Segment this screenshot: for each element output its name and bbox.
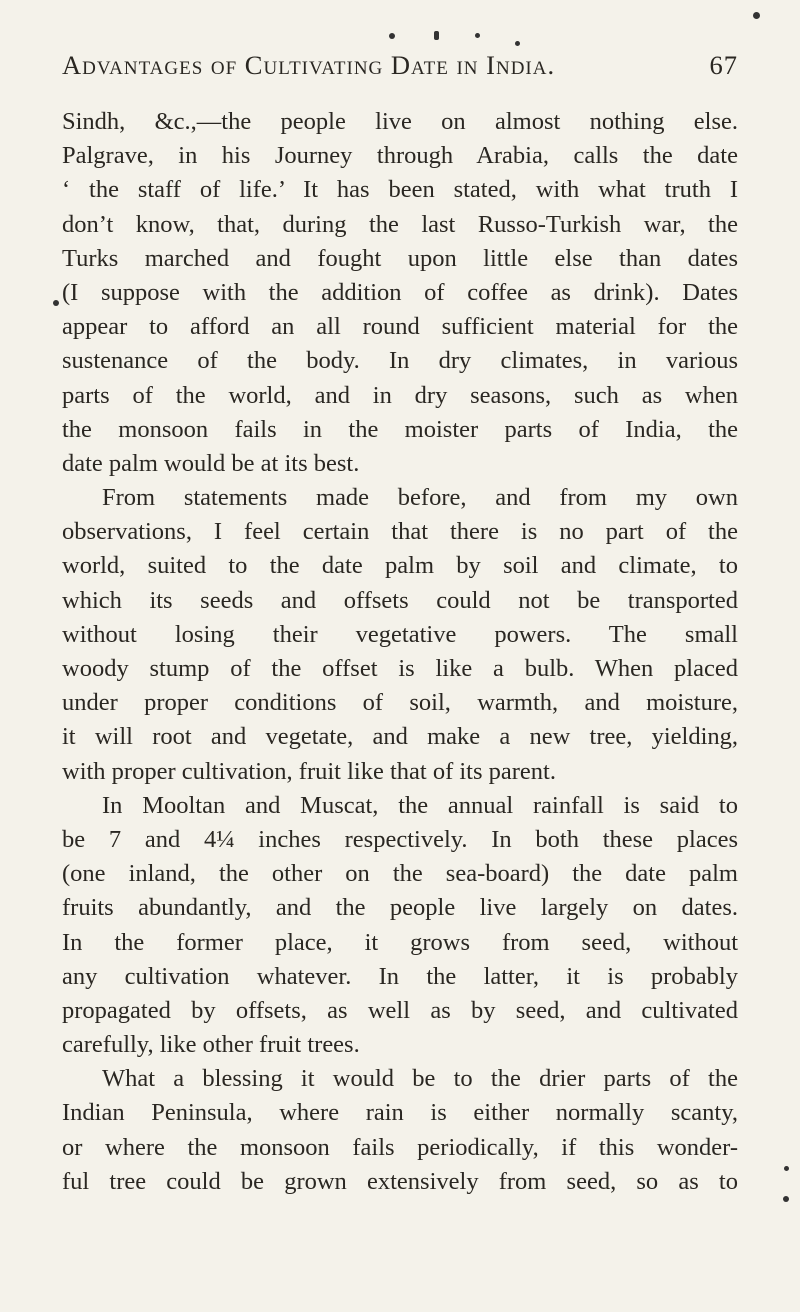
ink-speck — [784, 1166, 789, 1171]
text-line: the monsoon fails in the moister parts of India, the — [62, 415, 738, 443]
text-line: What a blessing it would be to the drier parts of the — [102, 1065, 738, 1093]
text-line: (I suppose with the addition of coffee as drink). Dates — [62, 278, 738, 306]
text-line: woody stump of the offset is like a bulb. When placed — [62, 655, 738, 682]
text-line: carefully, like other fruit trees. — [62, 1031, 360, 1059]
running-title: Advantages of Cultivating Date in India. — [62, 50, 556, 80]
text-line: under proper conditions of soil, warmth, and moisture, — [62, 689, 738, 717]
text-line: be 7 and 4¼ inches respectively. In both these places — [62, 825, 738, 853]
text-line: without losing their vegetative powers. The small — [62, 620, 738, 648]
page-number: 67 — [709, 50, 738, 80]
ink-speck — [783, 1196, 789, 1202]
text-line: sustenance of the body. In dry climates, in various — [62, 347, 738, 375]
text-line: In Mooltan and Muscat, the annual rainfall is said to — [102, 791, 738, 819]
ink-speck — [475, 33, 480, 38]
text-line: date palm would be at its best. — [62, 449, 360, 477]
text-line: From statements made before, and from my own — [102, 484, 738, 512]
text-line: In the former place, it grows from seed, without — [62, 928, 738, 956]
text-line: it will root and vegetate, and make a new tree, yielding, — [62, 723, 738, 751]
ink-speck — [53, 300, 59, 306]
text-line: parts of the world, and in dry seasons, such as when — [62, 381, 738, 409]
body-text — [62, 105, 738, 1199]
text-line: Indian Peninsula, where rain is either normally scanty, — [62, 1099, 738, 1127]
text-line: which its seeds and offsets could not be transported — [62, 586, 738, 614]
ink-speck — [434, 31, 439, 40]
text-line: fruits abundantly, and the people live largely on dates. — [62, 894, 738, 922]
text-line: or where the monsoon fails periodically, if this wonder- — [62, 1133, 738, 1161]
text-line: (one inland, the other on the sea-board) the date palm — [62, 860, 738, 888]
text-line: observations, I feel certain that there is no part of the — [62, 518, 738, 546]
ink-speck — [389, 33, 395, 39]
ink-speck — [515, 41, 520, 46]
text-line: don’t know, that, during the last Russo-Turkish war, the — [62, 210, 738, 238]
running-header — [62, 50, 738, 86]
text-line: appear to afford an all round sufficient material for the — [62, 313, 738, 341]
text-line: any cultivation whatever. In the latter, it is probably — [62, 962, 738, 990]
text-line: world, suited to the date palm by soil and climate, to — [62, 552, 738, 580]
text-line: ‘ the staff of life.’ It has been stated, with what truth I — [62, 176, 738, 204]
text-line: with proper cultivation, fruit like that of its parent. — [62, 757, 556, 785]
text-line: Palgrave, in his Journey through Arabia, calls the date — [62, 142, 738, 170]
text-line: Sindh, &c.,—the people live on almost nothing else. — [62, 108, 738, 135]
text-line: propagated by offsets, as well as by seed, and cultivated — [62, 996, 738, 1024]
text-line: ful tree could be grown extensively from seed, so as to — [62, 1167, 738, 1195]
text-line: Turks marched and fought upon little else than dates — [62, 244, 738, 272]
ink-speck — [753, 12, 760, 19]
